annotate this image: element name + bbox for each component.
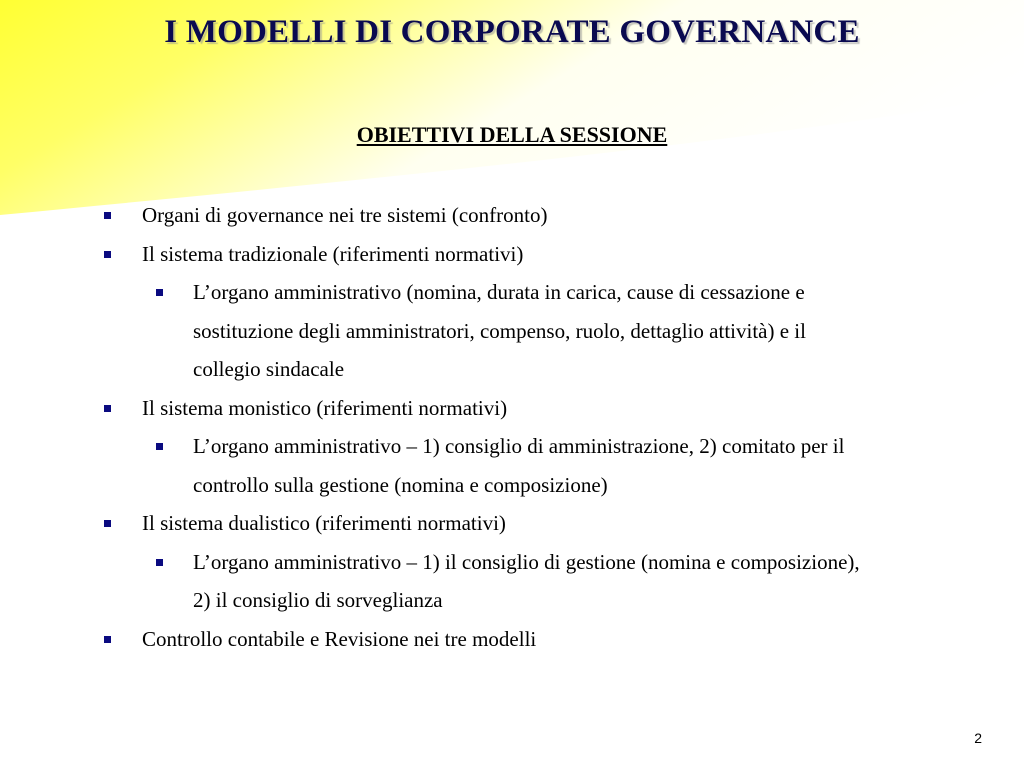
square-bullet-icon [104,251,111,258]
slide-title: I MODELLI DI CORPORATE GOVERNANCE [164,14,860,50]
page-number: 2 [974,730,982,746]
list-item-text: L’organo amministrativo – 1) il consiglio di gestione (nomina e composizione), 2) il consiglio di sorveglianza [193,549,860,612]
square-bullet-icon [156,559,163,566]
list-item [193,427,863,504]
list-item-text: L’organo amministrativo (nomina, durata in carica, cause di cessazione e sostituzione degli amministratori, compenso, ruolo, dettaglio attività) e il collegio sindacale [193,280,806,381]
slide-subtitle: OBIETTIVI DELLA SESSIONE [356,122,668,147]
list-item [193,273,863,389]
list-item-text: Il sistema monistico (riferimenti normativi) [142,395,508,420]
square-bullet-icon [156,443,163,450]
square-bullet-icon [104,520,111,527]
square-bullet-icon [104,405,111,412]
list-item [142,620,862,659]
square-bullet-icon [104,212,111,219]
list-item [142,504,862,543]
square-bullet-icon [156,289,163,296]
list-item [193,543,863,620]
list-item [142,389,862,428]
list-item-text: Il sistema tradizionale (riferimenti normativi) [142,241,524,266]
list-item-text: L’organo amministrativo – 1) consiglio di amministrazione, 2) comitato per il controllo sulla gestione (nomina e composizione) [193,434,845,497]
list-item [142,196,862,235]
list-item-text: Organi di governance nei tre sistemi (confronto) [142,203,548,227]
list-item [142,235,862,274]
list-item-text: Il sistema dualistico (riferimenti normativi) [142,511,506,535]
square-bullet-icon [104,636,111,643]
list-item-text: Controllo contabile e Revisione nei tre modelli [142,626,537,651]
